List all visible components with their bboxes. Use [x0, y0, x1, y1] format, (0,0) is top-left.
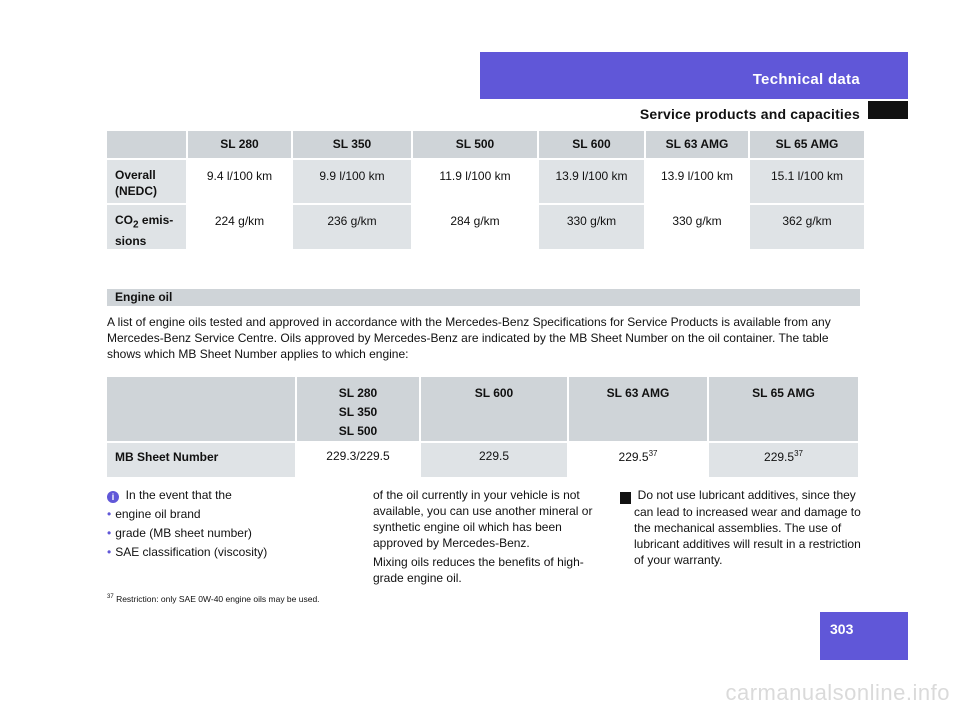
info-continuation: Mixing oils reduces the benefits of high-grade engine oil. [373, 555, 584, 585]
info-continuation: of the oil currently in your vehicle is not available, you can use another mineral or synthetic engine oil which has been approved by Mercedes-Benz. [373, 488, 593, 550]
column-header-line: SL 280 [338, 386, 378, 400]
section-tab-title: Technical data [752, 71, 860, 88]
list-item [107, 544, 347, 560]
column-header: SL 600 [421, 377, 567, 441]
footnote-number: 37 [107, 594, 114, 601]
info-note-continued [373, 487, 603, 586]
table-cell: 236 g/km [293, 205, 411, 249]
table-corner-cell [107, 131, 186, 158]
column-header-line: SL 500 [338, 424, 378, 438]
column-header: SL 600 [539, 131, 644, 158]
info-note [107, 487, 347, 560]
warning-icon: ! [620, 492, 631, 504]
table-cell: 224 g/km [188, 205, 291, 249]
section-heading [107, 289, 860, 306]
bullet-icon: • [107, 507, 112, 521]
table-cell: 229.5 [421, 443, 567, 477]
page-number-box [820, 612, 908, 660]
header-marker [868, 101, 908, 119]
column-header: SL 65 AMG [709, 377, 858, 441]
table-cell: 11.9 l/100 km [413, 160, 537, 203]
table-header-row [107, 131, 864, 158]
table-cell: 330 g/km [539, 205, 644, 249]
table-corner-cell [107, 377, 295, 441]
info-icon: i [107, 491, 119, 503]
list-item [107, 525, 347, 541]
list-item-text: engine oil brand [115, 507, 201, 521]
footnote-ref: 37 [648, 449, 658, 458]
row-label [107, 160, 186, 203]
row-label [107, 205, 186, 249]
table-cell: 13.9 l/100 km [646, 160, 748, 203]
column-header: SL 65 AMG [750, 131, 864, 158]
warning-note [616, 487, 862, 568]
table-row [107, 160, 864, 203]
column-header: SL 63 AMG [569, 377, 707, 441]
cell-value: 229.5 [764, 450, 795, 464]
column-header: SL 350 [293, 131, 411, 158]
table-row [107, 205, 864, 249]
table-cell: 330 g/km [646, 205, 748, 249]
list-item [107, 506, 347, 522]
table-cell: 9.9 l/100 km [293, 160, 411, 203]
table-cell: 362 g/km [750, 205, 864, 249]
table-cell [709, 443, 858, 477]
column-header: SL 280 [188, 131, 291, 158]
column-header: SL 500 [413, 131, 537, 158]
mb-sheet-table [105, 375, 860, 479]
list-item-text: SAE classification (viscosity) [115, 545, 268, 559]
row-label-text: emis- [138, 213, 174, 227]
row-label-text: CO [115, 213, 133, 227]
section-tab [480, 52, 908, 99]
footnote-text: Restriction: only SAE 0W-40 engine oils may be used. [116, 594, 320, 604]
watermark: carmanualsonline.info [725, 680, 950, 705]
list-item-text: grade (MB sheet number) [115, 526, 252, 540]
table-cell: 9.4 l/100 km [188, 160, 291, 203]
bullet-icon: • [107, 545, 112, 559]
table-row [107, 443, 858, 477]
row-label: MB Sheet Number [107, 443, 295, 477]
table-cell [569, 443, 707, 477]
column-header-line: SL 350 [338, 405, 378, 419]
cell-value: 229.5 [618, 450, 649, 464]
table-cell: 284 g/km [413, 205, 537, 249]
table-cell: 229.3/229.5 [297, 443, 419, 477]
info-intro: In the event that the [125, 488, 232, 502]
table-header-row [107, 377, 858, 441]
page-number: 303 [830, 621, 854, 637]
column-header: SL 63 AMG [646, 131, 748, 158]
engine-oil-paragraph: A list of engine oils tested and approved in accordance with the Mercedes-Benz Specifications for Service Products is available from any Mercedes-Benz Service Centre. Oils approved by Mercedes-Benz are indicated by the MB Sheet Number on the oil container. The table shows which MB Sheet Number applies to which engine: [107, 315, 831, 361]
consumption-table [105, 129, 866, 251]
footnote-ref: 37 [794, 449, 803, 458]
bullet-icon: • [107, 526, 112, 540]
row-label-line: Overall [115, 168, 156, 182]
section-heading-text: Engine oil [115, 290, 173, 304]
page-subtitle: Service products and capacities [639, 106, 860, 122]
table-cell: 13.9 l/100 km [539, 160, 644, 203]
row-label-line: sions [115, 234, 147, 249]
column-header [297, 377, 419, 441]
row-label-line: (NEDC) [115, 184, 157, 198]
warning-text: Do not use lubricant additives, since they can lead to increased wear and damage to the mechanical assemblies. The use of lubricant additives will result in a restriction of your warranty. [634, 488, 861, 567]
footnote [107, 594, 320, 604]
row-label-subscript: 2 [133, 219, 139, 231]
table-cell: 15.1 l/100 km [750, 160, 864, 203]
